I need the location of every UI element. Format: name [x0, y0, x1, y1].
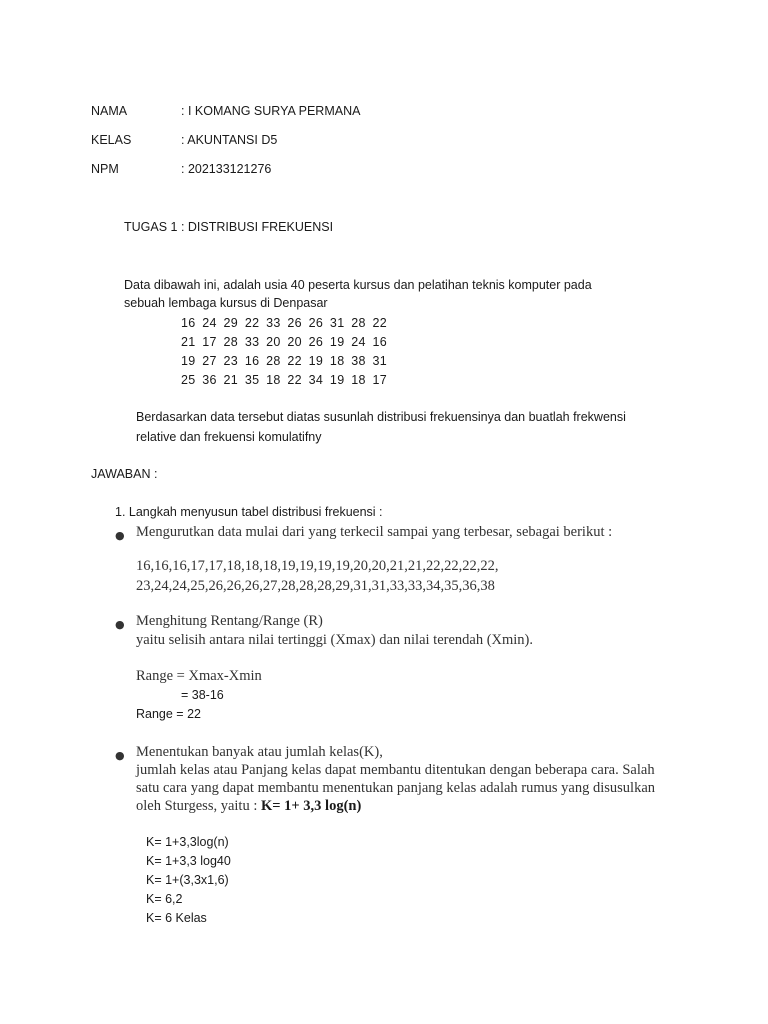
kelas-label: KELAS — [91, 133, 132, 147]
sturgess-formula: K= 1+ 3,3 log(n) — [261, 798, 362, 814]
nama-label: NAMA — [91, 104, 128, 118]
data-row: 19 27 23 16 28 22 19 18 38 31 — [181, 354, 387, 368]
answer-label: JAWABAN : — [91, 467, 158, 481]
class-count-desc-3 — [136, 798, 361, 815]
intro-line-1: Data dibawah ini, adalah usia 40 peserta kursus dan pelatihan teknis komputer pada — [124, 278, 592, 292]
range-result: Range = 22 — [136, 707, 201, 721]
range-desc: yaitu selisih antara nilai tertinggi (Xmax) dan nilai terendah (Xmin). — [136, 632, 534, 648]
class-count-desc-1: jumlah kelas atau Panjang kelas dapat membantu ditentukan dengan beberapa cara. Salah — [136, 762, 655, 778]
bullet-icon: ● — [115, 529, 125, 542]
data-row: 25 36 21 35 18 22 34 19 18 17 — [181, 373, 387, 387]
class-count-desc-2: satu cara yang dapat membantu menentukan panjang kelas adalah rumus yang disusulkan — [136, 780, 656, 796]
bullet1-text: Mengurutkan data mulai dari yang terkecil sampai yang terbesar, sebagai berikut : — [136, 524, 613, 540]
range-calc: = 38-16 — [181, 688, 224, 702]
task-title: TUGAS 1 : DISTRIBUSI FREKUENSI — [124, 220, 334, 234]
sorted-data-line-1: 16,16,16,17,17,18,18,18,19,19,19,19,20,20,21,21,22,22,22,22, — [136, 558, 499, 574]
npm-value: : 202133121276 — [181, 162, 272, 176]
range-formula: Range = Xmax-Xmin — [136, 668, 262, 684]
step1-heading: 1. Langkah menyusun tabel distribusi frekuensi : — [115, 505, 383, 519]
range-title: Menghitung Rentang/Range (R) — [136, 613, 323, 629]
instruction-line-1: Berdasarkan data tersebut diatas susunlah distribusi frekuensinya dan buatlah frekwensi — [136, 410, 626, 424]
data-row: 16 24 29 22 33 26 26 31 28 22 — [181, 316, 387, 330]
sorted-data-line-2: 23,24,24,25,26,26,26,27,28,28,28,29,31,31,33,33,34,35,36,38 — [136, 578, 495, 594]
k-step: K= 1+3,3 log40 — [146, 854, 231, 868]
npm-label: NPM — [91, 162, 119, 176]
class-count-title: Menentukan banyak atau jumlah kelas(K), — [136, 744, 383, 760]
data-row: 21 17 28 33 20 20 26 19 24 16 — [181, 335, 387, 349]
kelas-value: : AKUNTANSI D5 — [181, 133, 278, 147]
bullet-icon: ● — [115, 749, 125, 762]
intro-line-2: sebuah lembaga kursus di Denpasar — [124, 296, 328, 310]
nama-value: : I KOMANG SURYA PERMANA — [181, 104, 361, 118]
bullet-icon: ● — [115, 618, 125, 631]
sturgess-intro: oleh Sturgess, yaitu : — [136, 798, 261, 814]
instruction-line-2: relative dan frekuensi komulatifny — [136, 430, 322, 444]
k-step: K= 1+3,3log(n) — [146, 835, 229, 849]
k-step: K= 1+(3,3x1,6) — [146, 873, 229, 887]
k-step: K= 6,2 — [146, 892, 183, 906]
k-step: K= 6 Kelas — [146, 911, 207, 925]
